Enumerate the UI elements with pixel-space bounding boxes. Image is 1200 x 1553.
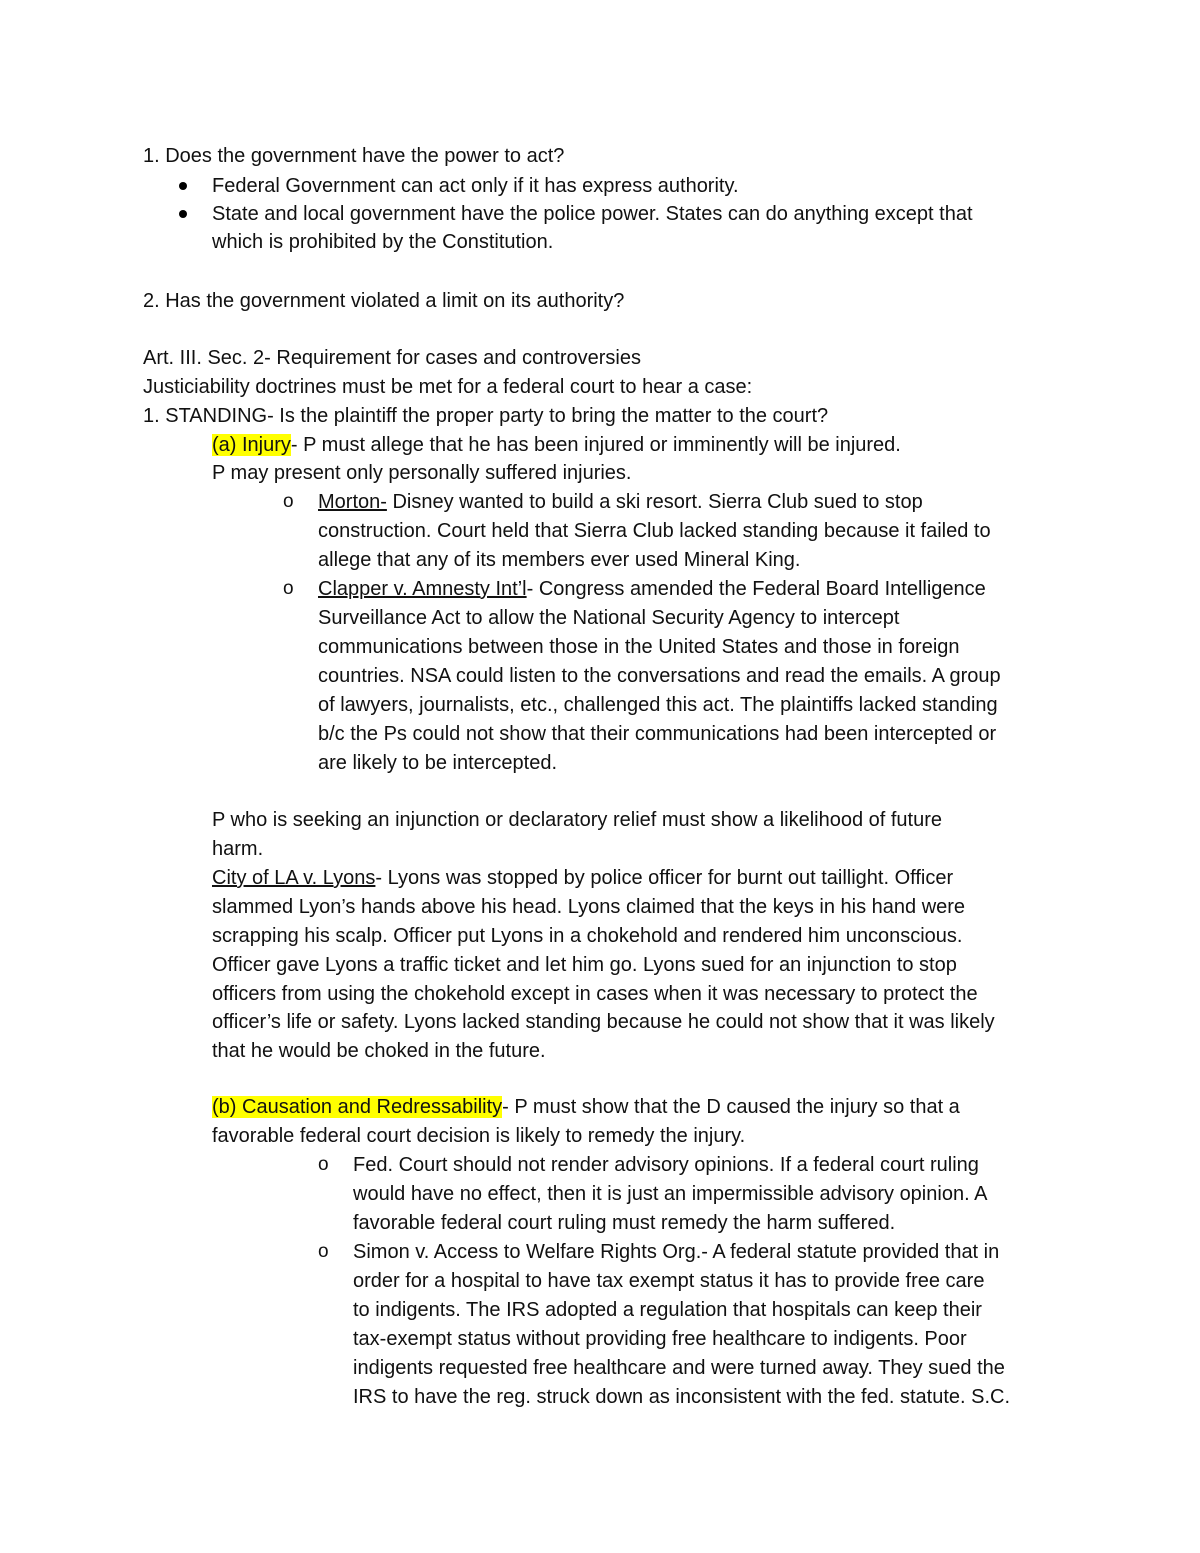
- circle-bullet-icon: o: [318, 1154, 329, 1175]
- causation-line: [212, 1094, 960, 1120]
- lyons-case-name: City of LA v. Lyons: [212, 867, 376, 889]
- circle-bullet-icon: o: [283, 491, 294, 512]
- lyons-line-1: City of LA v. Lyons- Lyons was stopped by police officer for burnt out taillight. Officer: [212, 867, 954, 889]
- simon-line-1: Simon v. Access to Welfare Rights Org.- A federal statute provided that in: [353, 1241, 1000, 1263]
- justiciability-line: Justiciability doctrines must be met for a federal court to hear a case:: [143, 376, 753, 398]
- advisory-line-2: would have no effect, then it is just an impermissible advisory opinion. A: [353, 1183, 988, 1205]
- bullet-state-police-power: State and local government have the police power. States can do anything except that: [212, 203, 973, 225]
- morton-line-2: construction. Court held that Sierra Club lacked standing because it failed to: [318, 520, 991, 542]
- circle-bullet-icon: o: [283, 578, 294, 599]
- injury-text: - P must allege that he has been injured or imminently will be injured.: [290, 434, 901, 456]
- injury-label: (a) Injury: [212, 434, 291, 456]
- clapper-line-5: of lawyers, journalists, etc., challenged this act. The plaintiffs lacked standing: [318, 694, 998, 716]
- simon-line-4: tax-exempt status without providing free healthcare to indigents. Poor: [353, 1328, 967, 1350]
- injury-line: [212, 432, 901, 458]
- clapper-line-4: countries. NSA could listen to the conversations and read the emails. A group: [318, 665, 1001, 687]
- morton-case-name: Morton-: [318, 491, 387, 513]
- lyons-line-6: officer’s life or safety. Lyons lacked standing because he could not show that it was likely: [212, 1011, 995, 1033]
- clapper-line-7: are likely to be intercepted.: [318, 752, 558, 774]
- standing-heading: 1. STANDING- Is the plaintiff the proper party to bring the matter to the court?: [143, 405, 829, 427]
- causation-line-2: favorable federal court decision is likely to remedy the injury.: [212, 1125, 746, 1147]
- causation-label: (b) Causation and Redressability: [212, 1096, 503, 1118]
- clapper-case-name: Clapper v. Amnesty Int’l: [318, 578, 527, 600]
- advisory-line-3: favorable federal court ruling must remedy the harm suffered.: [353, 1212, 896, 1234]
- advisory-line-1: Fed. Court should not render advisory opinions. If a federal court ruling: [353, 1154, 979, 1176]
- simon-line-2: order for a hospital to have tax exempt status it has to provide free care: [353, 1270, 985, 1292]
- art3-heading: Art. III. Sec. 2- Requirement for cases and controversies: [143, 347, 641, 369]
- question-1-heading: 1. Does the government have the power to act?: [143, 145, 565, 167]
- clapper-line-6: b/c the Ps could not show that their communications had been intercepted or: [318, 723, 997, 745]
- injury-personal: P may present only personally suffered injuries.: [212, 462, 632, 484]
- future-harm-line-1: P who is seeking an injunction or declaratory relief must show a likelihood of future: [212, 809, 943, 831]
- lyons-line-7: that he would be choked in the future.: [212, 1040, 546, 1062]
- morton-line-1: Morton- Disney wanted to build a ski resort. Sierra Club sued to stop: [318, 491, 923, 513]
- lyons-line-4: Officer gave Lyons a traffic ticket and let him go. Lyons sued for an injunction to stop: [212, 954, 957, 976]
- simon-line-6: IRS to have the reg. struck down as inconsistent with the fed. statute. S.C.: [353, 1386, 1011, 1408]
- bullet-state-police-power-cont: which is prohibited by the Constitution.: [212, 231, 554, 253]
- clapper-line-3: communications between those in the United States and those in foreign: [318, 636, 960, 658]
- clapper-line-2: Surveillance Act to allow the National Security Agency to intercept: [318, 607, 900, 629]
- future-harm-line-2: harm.: [212, 838, 264, 860]
- circle-bullet-icon: o: [318, 1241, 329, 1262]
- lyons-line-3: scrapping his scalp. Officer put Lyons in a chokehold and rendered him unconscious.: [212, 925, 963, 947]
- lyons-line-2: slammed Lyon’s hands above his head. Lyons claimed that the keys in his hand were: [212, 896, 966, 918]
- simon-line-3: to indigents. The IRS adopted a regulation that hospitals can keep their: [353, 1299, 982, 1321]
- bullet-federal-authority: Federal Government can act only if it has express authority.: [212, 175, 739, 197]
- causation-text: - P must show that the D caused the injury so that a: [502, 1096, 960, 1118]
- clapper-line-1: Clapper v. Amnesty Int’l- Congress amended the Federal Board Intelligence: [318, 578, 986, 600]
- simon-line-5: indigents requested free healthcare and were turned away. They sued the: [353, 1357, 1005, 1379]
- bullet-dot-icon: [179, 182, 187, 190]
- question-2-heading: 2. Has the government violated a limit on its authority?: [143, 290, 625, 312]
- morton-line-3: allege that any of its members ever used Mineral King.: [318, 549, 801, 571]
- lyons-line-5: officers from using the chokehold except in cases when it was necessary to protect the: [212, 983, 978, 1005]
- bullet-dot-icon: [179, 210, 187, 218]
